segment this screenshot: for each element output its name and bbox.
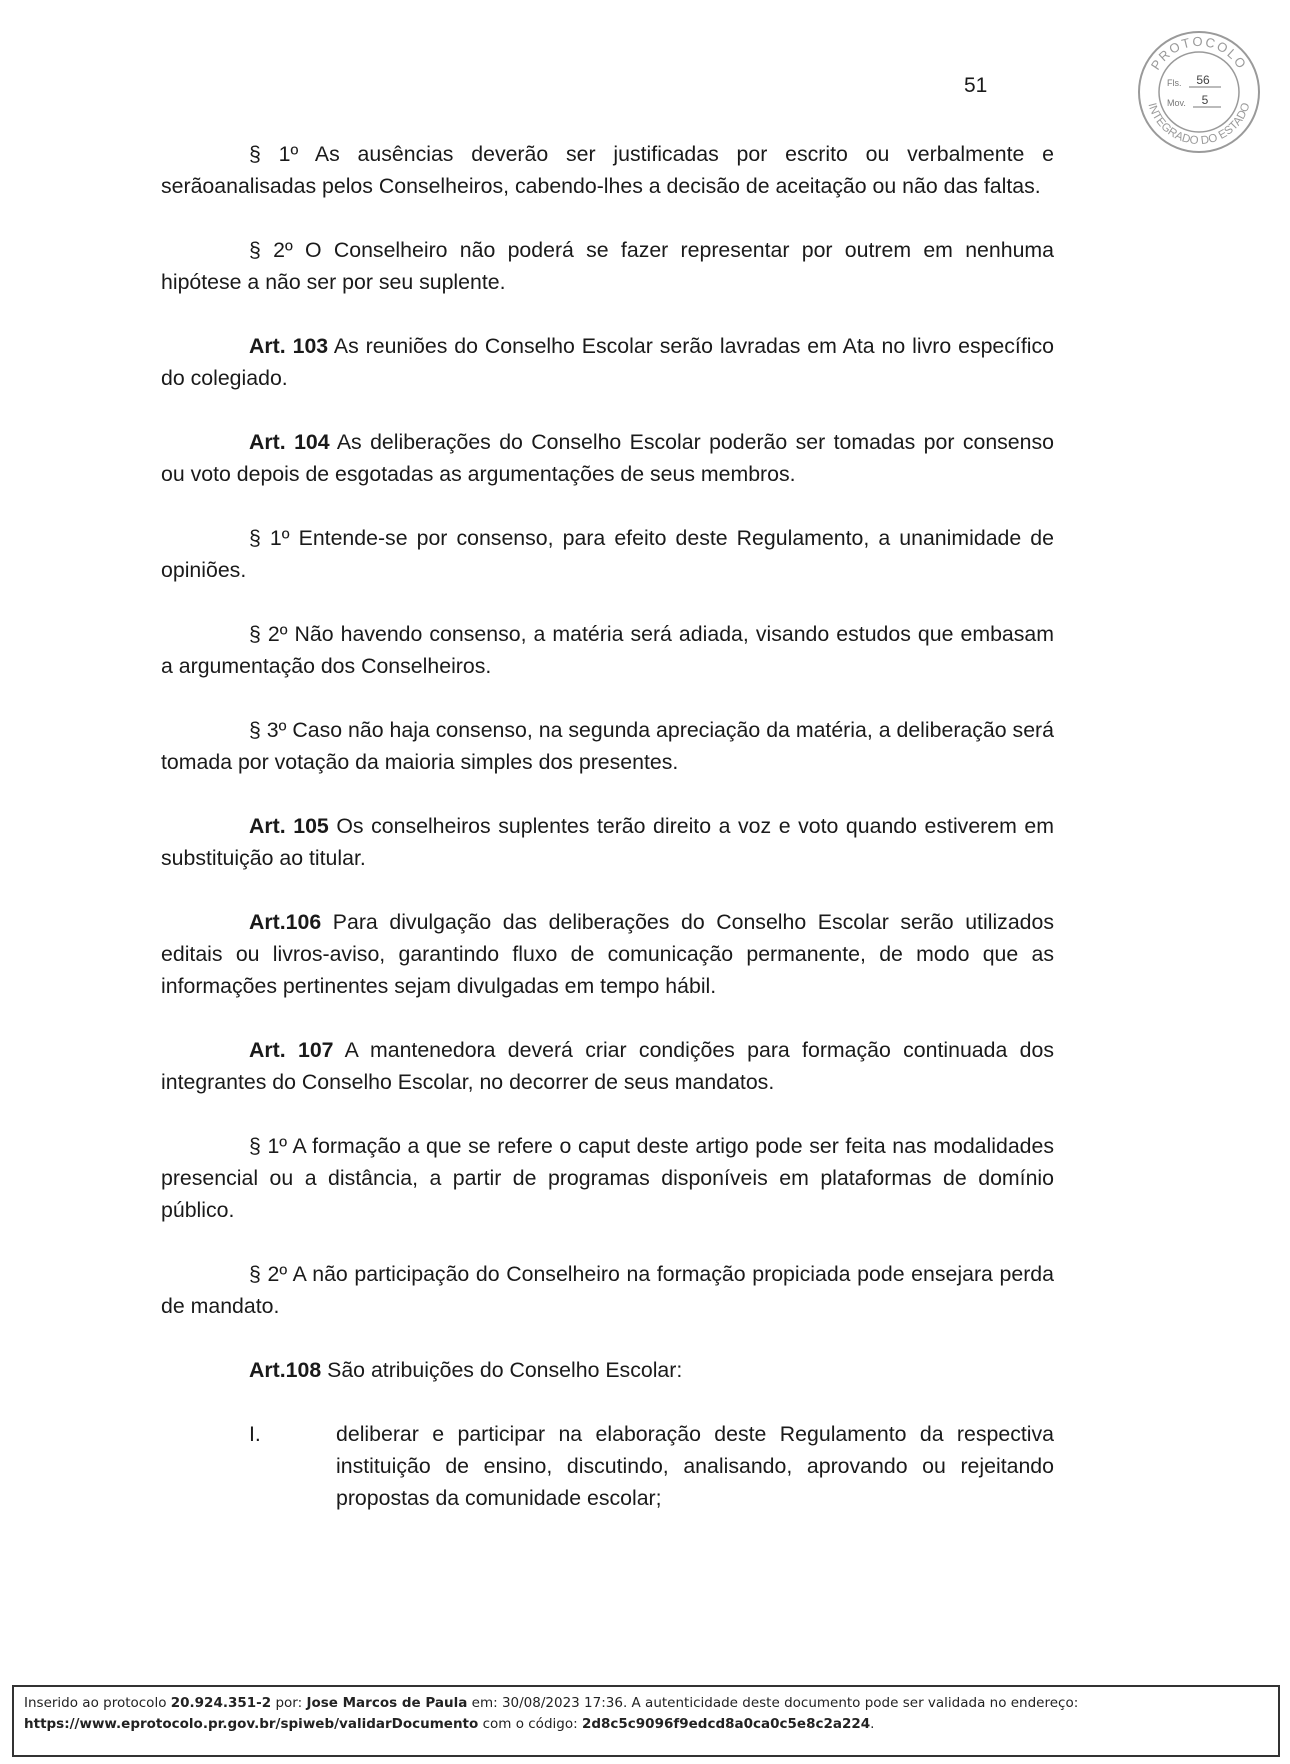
protocol-number: 20.924.351-2 — [170, 1695, 272, 1711]
paragraph — [161, 138, 1054, 202]
paragraph — [161, 714, 1054, 778]
paragraph-text: As reuniões do Conselho Escolar serão lavradas em Ata no livro específico do colegiado. — [161, 334, 1054, 390]
stamp-fls-label: Fls. — [1167, 78, 1182, 88]
paragraph — [161, 522, 1054, 586]
article-label: Art. 107 — [249, 1038, 334, 1062]
stamp-bottom-text: INTEGRADO DO ESTADO — [1145, 101, 1253, 148]
footer-line-1 — [24, 1693, 1268, 1714]
stamp-fls-value: 56 — [1196, 73, 1210, 87]
article-label: Art. 103 — [249, 334, 329, 358]
paragraph-text: § 2º Não havendo consenso, a matéria será adiada, visando estudos que embasam a argumentação dos Conselheiros. — [161, 622, 1054, 678]
paragraph — [161, 1034, 1054, 1098]
paragraph — [161, 1354, 1054, 1386]
paragraph-text: § 3º Caso não haja consenso, na segunda apreciação da matéria, a deliberação será tomada por votação da maioria simples dos presentes. — [161, 718, 1054, 774]
page-number: 51 — [964, 74, 988, 97]
document-body — [161, 138, 1054, 1514]
footer-text: Inserido ao protocolo — [24, 1695, 171, 1711]
paragraph-text: São atribuições do Conselho Escolar: — [321, 1358, 683, 1382]
paragraph — [161, 906, 1054, 1002]
paragraph — [161, 810, 1054, 874]
paragraph-text: As deliberações do Conselho Escolar poderão ser tomadas por consenso ou voto depois de esgotadas as argumentações de seus membros. — [161, 430, 1054, 486]
paragraph-text: Os conselheiros suplentes terão direito a voz e voto quando estiverem em substituição ao titular. — [161, 814, 1054, 870]
footer-text: em: 30/08/2023 17:36. A autenticidade deste documento pode ser validada no endereço: — [467, 1695, 1079, 1711]
stamp-mov-value: 5 — [1201, 93, 1209, 107]
footer-text: por: — [271, 1695, 307, 1711]
stamp-top-text: PROTOCOLO — [1147, 33, 1251, 73]
list-item-text: deliberar e participar na elaboração deste Regulamento da respectiva instituição de ensino, discutindo, analisando, aprovando ou rejeitando propostas da comunidade escolar; — [336, 1422, 1054, 1510]
paragraph — [161, 1258, 1054, 1322]
svg-text:PROTOCOLO — [1148, 34, 1250, 73]
paragraph-text: § 2º O Conselheiro não poderá se fazer representar por outrem em nenhuma hipótese a não ser por seu suplente. — [161, 238, 1054, 294]
author-name: Jose Marcos de Paula — [306, 1695, 468, 1711]
validation-url[interactable]: https://www.eprotocolo.pr.gov.br/spiweb/validarDocumento — [24, 1716, 479, 1732]
paragraph-text: Para divulgação das deliberações do Conselho Escolar serão utilizados editais ou livros-aviso, garantindo fluxo de comunicação permanente, de modo que as informações pertinentes sejam divulgadas em tempo hábil. — [161, 910, 1054, 998]
list-item — [161, 1418, 1054, 1514]
paragraph — [161, 330, 1054, 394]
footer-text: . — [870, 1716, 875, 1732]
authentication-footer — [12, 1685, 1280, 1757]
footer-text: com o código: — [478, 1716, 582, 1732]
article-label: Art.108 — [249, 1358, 322, 1382]
paragraph-text: A mantenedora deverá criar condições para formação continuada dos integrantes do Conselho Escolar, no decorrer de seus mandatos. — [161, 1038, 1054, 1094]
paragraph — [161, 234, 1054, 298]
paragraph — [161, 618, 1054, 682]
paragraph-text: § 2º A não participação do Conselheiro na formação propiciada pode ensejara perda de mandato. — [161, 1262, 1054, 1318]
article-label: Art. 104 — [249, 430, 330, 454]
paragraph — [161, 426, 1054, 490]
list-item-number: I. — [249, 1422, 261, 1446]
stamp-mov-label: Mov. — [1167, 98, 1186, 108]
protocol-stamp — [1137, 30, 1261, 154]
paragraph-text: § 1º A formação a que se refere o caput deste artigo pode ser feita nas modalidades presencial ou a distância, a partir de programas disponíveis em plataformas de domínio público. — [161, 1134, 1054, 1222]
article-label: Art. 105 — [249, 814, 329, 838]
validation-code: 2d8c5c9096f9edcd8a0ca0c5e8c2a224 — [581, 1716, 871, 1732]
paragraph — [161, 1130, 1054, 1226]
footer-line-2 — [24, 1714, 1268, 1735]
svg-text:INTEGRADO DO ESTADO — [1146, 101, 1253, 147]
paragraph-text: § 1º As ausências deverão ser justificadas por escrito ou verbalmente e serãoanalisadas pelos Conselheiros, cabendo-lhes a decisão de aceitação ou não das faltas. — [161, 142, 1054, 198]
article-label: Art.106 — [249, 910, 322, 934]
paragraph-text: § 1º Entende-se por consenso, para efeito deste Regulamento, a unanimidade de opiniões. — [161, 526, 1054, 582]
